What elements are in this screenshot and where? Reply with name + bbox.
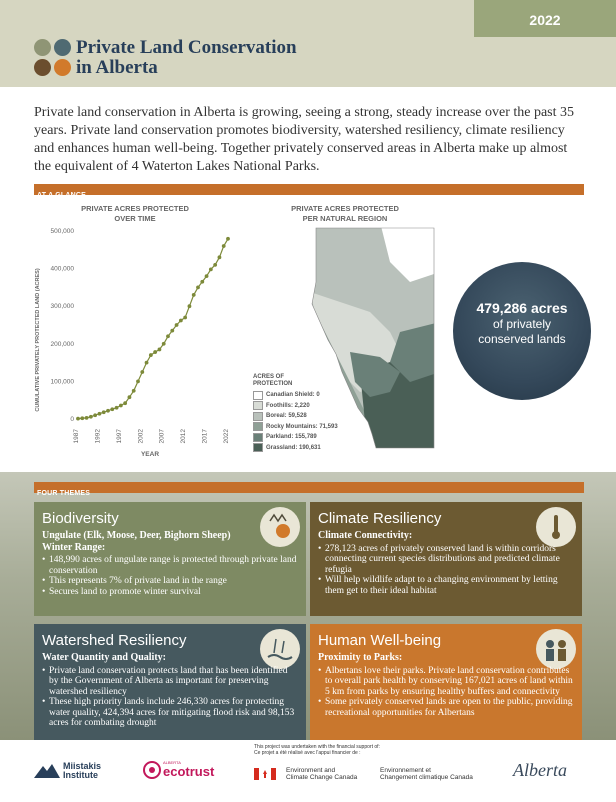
dot-orange	[54, 59, 71, 76]
legend-label: Boreal: 59,528	[266, 413, 307, 420]
eccc-en-2: Climate Change Canada	[286, 774, 358, 781]
data-point	[158, 348, 162, 352]
y-tick-label: 100,000	[50, 378, 74, 386]
x-tick-label: 2022	[223, 429, 230, 444]
data-point	[89, 415, 93, 419]
data-point	[218, 255, 222, 259]
card-subtitle: Water Quantity and Quality:	[42, 652, 166, 663]
legend-label: Foothills: 2,220	[266, 402, 310, 409]
header-banner	[0, 0, 616, 87]
data-point	[179, 319, 183, 323]
legend-title-1: ACRES OF	[253, 374, 285, 380]
x-tick-label: 1992	[94, 429, 102, 444]
x-tick-label: 2012	[180, 429, 188, 444]
thermometer-icon	[536, 507, 576, 547]
legend-item	[253, 411, 338, 422]
card-subtitle: Climate Connectivity:	[318, 530, 413, 541]
map-legend	[253, 374, 338, 453]
legend-item	[253, 432, 338, 443]
total-acres-caption-1: of privately	[492, 317, 552, 331]
miistakis-line-2: Institute	[63, 770, 98, 780]
data-point	[213, 263, 217, 267]
legend-label: Parkland: 155,789	[266, 434, 317, 441]
miistakis-mountain-icon	[34, 762, 60, 778]
eccc-english	[286, 767, 357, 781]
miistakis-logo	[63, 762, 101, 780]
legend-item	[253, 443, 338, 454]
four-themes-label: FOUR THEMES	[37, 490, 91, 497]
card-bullets	[42, 666, 298, 729]
y-tick-label: 300,000	[50, 303, 74, 311]
card-title: Watershed Resiliency	[42, 632, 187, 649]
map-title	[270, 204, 420, 224]
card-bullets	[42, 555, 298, 597]
eccc-french	[380, 767, 473, 781]
x-axis-label: YEAR	[140, 451, 160, 458]
four-themes-bar	[34, 482, 584, 497]
data-point	[80, 416, 84, 420]
map-title-2: PER NATURAL REGION	[302, 214, 388, 223]
data-point	[145, 361, 149, 365]
card-climate-resiliency	[310, 502, 582, 616]
data-point	[170, 329, 174, 333]
dot-olive	[34, 39, 51, 56]
y-tick-label: 500,000	[50, 228, 74, 235]
list-item: • These high priority lands include 246,330 acres for protecting water quality, 424,394 acres for mitigating flood risk and 98,153 acres for combating drought	[42, 697, 298, 729]
data-point	[128, 395, 132, 399]
data-point	[166, 334, 170, 338]
list-item: • Will help wildlife adapt to a changing environment by letting them get to their ideal habitat	[318, 575, 574, 596]
legend-item	[253, 401, 338, 412]
data-point	[110, 407, 114, 411]
data-point	[85, 416, 89, 420]
card-biodiversity	[34, 502, 306, 616]
funding-note-en: This project was undertaken with the financial support of:	[254, 744, 380, 750]
data-point	[175, 323, 179, 327]
data-point	[222, 244, 226, 248]
at-a-glance-label: AT A GLANCE	[37, 192, 86, 199]
y-tick-label: 0	[70, 416, 74, 423]
miistakis-line-1: Miistakis	[63, 761, 102, 771]
canada-flag-icon	[254, 768, 276, 780]
data-point	[98, 412, 102, 416]
data-point	[209, 267, 213, 271]
legend-item	[253, 390, 338, 401]
data-point	[188, 304, 192, 308]
card-watershed-resiliency	[34, 624, 306, 740]
x-tick-label: 1997	[115, 429, 123, 444]
list-item: • Private land conservation protects land that has been identified by the Government of Alberta as important for preserving watershed resiliency	[42, 666, 298, 698]
data-point	[140, 370, 144, 374]
legend-label: Grassland: 190,631	[266, 444, 321, 451]
line-chart-title-1: PRIVATE ACRES PROTECTED	[81, 204, 189, 213]
x-tick-label: 2007	[158, 429, 166, 444]
data-point	[132, 389, 136, 393]
list-item: • 278,123 acres of privately conserved land is within corridors connecting current species distributions and predicted climate refugia	[318, 544, 574, 576]
card-human-well-being	[310, 624, 582, 740]
data-point	[196, 286, 200, 290]
card-subtitle: Proximity to Parks:	[318, 652, 403, 663]
line-chart-title	[60, 204, 210, 224]
wetland-icon	[260, 629, 300, 669]
y-tick-label: 400,000	[50, 265, 74, 273]
data-point	[119, 404, 123, 408]
eccc-en-1: Environment and	[286, 767, 336, 774]
total-acres-value: 479,286 acres	[476, 300, 568, 316]
card-bullets	[318, 666, 574, 719]
dot-slate	[54, 39, 71, 56]
card-subtitle: Ungulate (Elk, Moose, Deer, Bighorn Sheep) Winter Range:	[42, 530, 231, 553]
intro-paragraph: Private land conservation in Alberta is growing, seeing a strong, steady increase over the past 35 years. Private land conservation promotes biodiversity, watershed resiliency, climate resiliency and enhances human well-being. Together privately conserved areas in Alberta make up almost the equivalent of 4 Waterton Lakes National Parks.	[34, 105, 575, 174]
list-item: • 148,990 acres of ungulate range is protected through private land conservation	[42, 555, 298, 576]
legend-title	[253, 374, 338, 388]
x-tick-label: 2002	[137, 429, 145, 444]
card-title: Climate Resiliency	[318, 510, 442, 527]
total-acres-caption-2: conserved lands	[478, 332, 566, 346]
data-point	[106, 409, 110, 413]
legend-title-2: PROTECTION	[253, 381, 293, 387]
data-point	[192, 293, 196, 297]
data-point	[183, 316, 187, 320]
total-acres-caption	[453, 317, 591, 347]
page-title	[76, 38, 297, 78]
list-item: • Some privately conserved lands are open to the public, providing recreational opportunities for Albertans	[318, 697, 574, 718]
funding-note-fr: Ce projet a été réalisé avec l'appui financier de :	[254, 750, 361, 756]
footer	[0, 740, 616, 802]
data-point	[153, 350, 157, 354]
title-line-2: in Alberta	[76, 57, 158, 78]
legend-label: Canadian Shield: 0	[266, 392, 320, 399]
ecotrust-small: ALBERTA	[163, 760, 181, 765]
data-point	[200, 280, 204, 284]
legend-item	[253, 422, 338, 433]
acres-over-time-chart	[28, 222, 258, 462]
eccc-fr-2: Changement climatique Canada	[380, 774, 473, 781]
eccc-fr-1: Environnement et	[380, 767, 431, 774]
map-title-1: PRIVATE ACRES PROTECTED	[291, 204, 399, 213]
data-point	[123, 401, 127, 405]
ecotrust-word: ecotrust	[163, 764, 215, 779]
at-a-glance-bar	[34, 184, 584, 199]
alberta-logo: Alberta	[513, 760, 567, 780]
list-item: • This represents 7% of private land in the range	[42, 576, 298, 587]
people-icon	[536, 629, 576, 669]
year-tab: 2022	[474, 0, 616, 37]
dot-brown	[34, 59, 51, 76]
card-title: Human Well-being	[318, 632, 442, 649]
data-point	[162, 342, 166, 346]
line-chart-title-2: OVER TIME	[114, 214, 156, 223]
list-item: • Secures land to promote winter survival	[42, 587, 298, 598]
legend-label: Rocky Mountains: 71,593	[266, 423, 338, 430]
title-line-1: Private Land Conservation	[76, 37, 297, 58]
ecotrust-logo	[163, 760, 214, 778]
deer-fox-icon	[260, 507, 300, 547]
card-title: Biodiversity	[42, 510, 119, 527]
data-point	[226, 237, 230, 241]
data-point	[149, 353, 153, 357]
acres-series-line	[78, 239, 228, 419]
x-tick-label: 1987	[73, 429, 80, 444]
data-point	[136, 380, 140, 384]
ecotrust-flower-icon	[142, 760, 162, 780]
card-bullets	[318, 544, 574, 597]
y-tick-label: 200,000	[50, 340, 74, 348]
data-point	[93, 413, 97, 417]
data-point	[115, 406, 119, 410]
data-point	[102, 410, 106, 414]
list-item: • Albertans love their parks. Private land conservation contributes to overall park health by conserving 167,021 acres of land within 5 km from parks by ensuring healthy buffers and connectivity	[318, 666, 574, 698]
x-tick-label: 2017	[201, 429, 209, 444]
total-acres-circle	[453, 262, 591, 400]
data-point	[76, 417, 80, 421]
y-axis-label: CUMULATIVE PRIVATELY PROTECTED LAND (ACRES)	[35, 268, 41, 412]
funding-note	[254, 744, 380, 756]
data-point	[205, 274, 209, 278]
